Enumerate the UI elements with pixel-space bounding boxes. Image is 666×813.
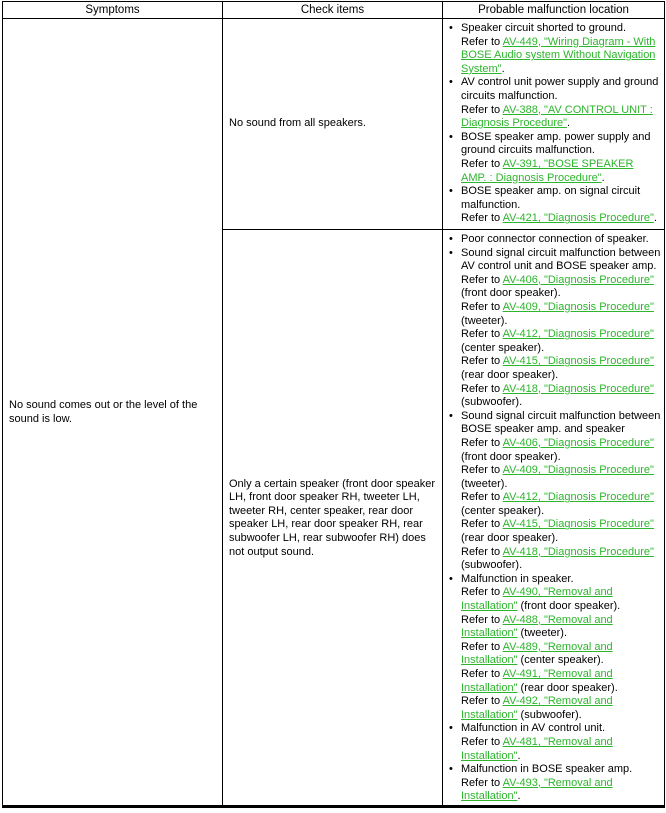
reference-prefix: Refer to: [461, 382, 503, 395]
reference-prefix: Refer to: [461, 776, 503, 789]
reference-line: [461, 546, 661, 573]
reference-line: [461, 641, 661, 668]
reference-prefix: Refer to: [461, 300, 503, 313]
reference-link[interactable]: AV-421, "Diagnosis Procedure": [502, 212, 654, 225]
reference-link[interactable]: AV-449, "Wiring Diagram - With BOSE Audio system Without Navigation System": [461, 35, 656, 75]
reference-link[interactable]: AV-490, "Removal and Installation": [461, 586, 613, 613]
reference-prefix: Refer to: [461, 695, 503, 708]
malfunction-item: [449, 573, 661, 723]
malfunction-text: BOSE speaker amp. on signal circuit malfunction.: [461, 185, 641, 211]
reference-line: [461, 158, 661, 185]
malfunction-item: [449, 233, 661, 247]
check-item-cell: No sound from all speakers.: [223, 19, 443, 230]
reference-prefix: Refer to: [461, 328, 503, 341]
reference-prefix: Refer to: [461, 668, 503, 680]
reference-link[interactable]: AV-412, "Diagnosis Procedure": [502, 328, 654, 341]
reference-suffix: (center speaker).: [461, 341, 545, 354]
header-symptoms: Symptoms: [3, 2, 223, 19]
malfunction-text: AV control unit power supply and ground circuits malfunction.: [461, 76, 659, 102]
reference-link[interactable]: AV-388, "AV CONTROL UNIT : Diagnosis Procedure": [461, 103, 653, 130]
reference-prefix: Refer to: [461, 212, 503, 225]
reference-line: [461, 355, 661, 382]
reference-link[interactable]: AV-391, "BOSE SPEAKER AMP. : Diagnosis Procedure": [461, 157, 634, 184]
reference-link[interactable]: AV-493, "Removal and Installation": [461, 776, 613, 803]
malfunction-text: Malfunction in speaker.: [461, 572, 574, 585]
reference-prefix: Refer to: [461, 273, 503, 286]
reference-line: [461, 777, 661, 804]
reference-prefix: Refer to: [461, 436, 503, 449]
reference-suffix: .: [653, 212, 657, 225]
reference-prefix: Refer to: [461, 355, 503, 368]
reference-suffix: (subwoofer).: [517, 708, 582, 721]
reference-suffix: (front door speaker).: [461, 450, 561, 463]
malfunction-text: Sound signal circuit malfunction between AV control unit and BOSE speaker amp.: [461, 246, 661, 273]
reference-link[interactable]: AV-481, "Removal and Installation": [461, 735, 613, 762]
reference-line: [461, 104, 661, 131]
reference-prefix: Refer to: [461, 545, 503, 558]
malfunction-text: Speaker circuit shorted to ground.: [461, 22, 627, 34]
reference-link[interactable]: AV-489, "Removal and Installation": [461, 640, 613, 667]
reference-suffix: .: [601, 171, 605, 184]
symptom-cell: No sound comes out or the level of the sound is low.: [3, 19, 223, 808]
reference-prefix: Refer to: [461, 640, 503, 653]
reference-line: [461, 736, 661, 763]
reference-prefix: Refer to: [461, 35, 503, 48]
reference-prefix: Refer to: [461, 103, 503, 116]
header-row: [3, 2, 665, 19]
reference-prefix: Refer to: [461, 491, 503, 504]
header-location: Probable malfunction location: [443, 2, 665, 19]
reference-suffix: (center speaker).: [517, 654, 604, 667]
reference-link[interactable]: AV-406, "Diagnosis Procedure": [502, 436, 654, 449]
reference-link[interactable]: AV-418, "Diagnosis Procedure": [502, 382, 654, 395]
location-cell: [443, 19, 665, 230]
reference-line: [461, 328, 661, 355]
table-row: [3, 19, 665, 230]
reference-line: [461, 383, 661, 410]
reference-suffix: (front door speaker).: [517, 600, 621, 613]
reference-suffix: (front door speaker).: [461, 287, 561, 300]
malfunction-item: [449, 131, 661, 185]
reference-suffix: .: [501, 62, 505, 75]
malfunction-item: [449, 722, 661, 763]
reference-prefix: Refer to: [461, 464, 503, 477]
reference-suffix: (rear door speaker).: [517, 681, 618, 694]
reference-line: [461, 36, 661, 77]
reference-suffix: (rear door speaker).: [461, 532, 559, 545]
malfunction-item: [449, 185, 661, 226]
reference-suffix: .: [517, 790, 521, 803]
reference-line: [461, 668, 661, 695]
reference-suffix: (subwoofer).: [461, 559, 523, 572]
malfunction-item: [449, 22, 661, 76]
reference-prefix: Refer to: [461, 613, 503, 626]
reference-link[interactable]: AV-415, "Diagnosis Procedure": [502, 355, 654, 368]
reference-link[interactable]: AV-488, "Removal and Installation": [461, 613, 613, 640]
malfunction-text: Malfunction in AV control unit.: [461, 722, 606, 735]
malfunction-item: [449, 76, 661, 130]
reference-line: [461, 695, 661, 722]
location-cell: [443, 230, 665, 808]
reference-link[interactable]: AV-418, "Diagnosis Procedure": [502, 545, 654, 558]
reference-link[interactable]: AV-491, "Removal and Installation": [461, 668, 613, 694]
reference-line: [461, 586, 661, 613]
header-check-items: Check items: [223, 2, 443, 19]
malfunction-text: Poor connector connection of speaker.: [461, 233, 649, 245]
reference-link[interactable]: AV-492, "Removal and Installation": [461, 695, 613, 721]
reference-line: [461, 437, 661, 464]
malfunction-table: [2, 1, 665, 808]
reference-suffix: (center speaker).: [461, 504, 545, 517]
reference-line: [461, 491, 661, 518]
reference-prefix: Refer to: [461, 735, 503, 748]
reference-suffix: (tweeter).: [461, 477, 508, 490]
reference-link[interactable]: AV-415, "Diagnosis Procedure": [502, 518, 654, 531]
malfunction-item: [449, 410, 661, 573]
malfunction-item: [449, 247, 661, 410]
reference-prefix: Refer to: [461, 157, 503, 170]
reference-prefix: Refer to: [461, 518, 503, 531]
reference-line: [461, 274, 661, 301]
malfunction-text: Malfunction in BOSE speaker amp.: [461, 763, 633, 776]
reference-line: [461, 301, 661, 328]
malfunction-text: Sound signal circuit malfunction between BOSE speaker amp. and speaker: [461, 409, 661, 436]
reference-suffix: (subwoofer).: [461, 396, 523, 409]
reference-suffix: (tweeter).: [461, 314, 508, 327]
reference-link[interactable]: AV-409, "Diagnosis Procedure": [502, 464, 654, 477]
reference-suffix: .: [517, 749, 521, 762]
check-item-cell: Only a certain speaker (front door speaker LH, front door speaker RH, tweeter LH, tweeter RH, center speaker, rear door speaker LH, rear door speaker RH, rear subwoofer LH, rear subwoofer RH) does not output sound.: [223, 230, 443, 808]
reference-link[interactable]: AV-406, "Diagnosis Procedure": [502, 273, 654, 286]
reference-suffix: .: [567, 117, 571, 130]
reference-suffix: (tweeter).: [517, 627, 568, 640]
reference-prefix: Refer to: [461, 586, 503, 599]
reference-link[interactable]: AV-412, "Diagnosis Procedure": [502, 491, 654, 504]
malfunction-text: BOSE speaker amp. power supply and ground circuits malfunction.: [461, 130, 651, 157]
reference-line: [461, 518, 661, 545]
reference-link[interactable]: AV-409, "Diagnosis Procedure": [502, 300, 654, 313]
reference-line: [461, 212, 661, 226]
reference-line: [461, 464, 661, 491]
bottom-rule: [2, 805, 664, 807]
malfunction-item: [449, 763, 661, 804]
reference-suffix: (rear door speaker).: [461, 368, 559, 381]
reference-line: [461, 614, 661, 641]
